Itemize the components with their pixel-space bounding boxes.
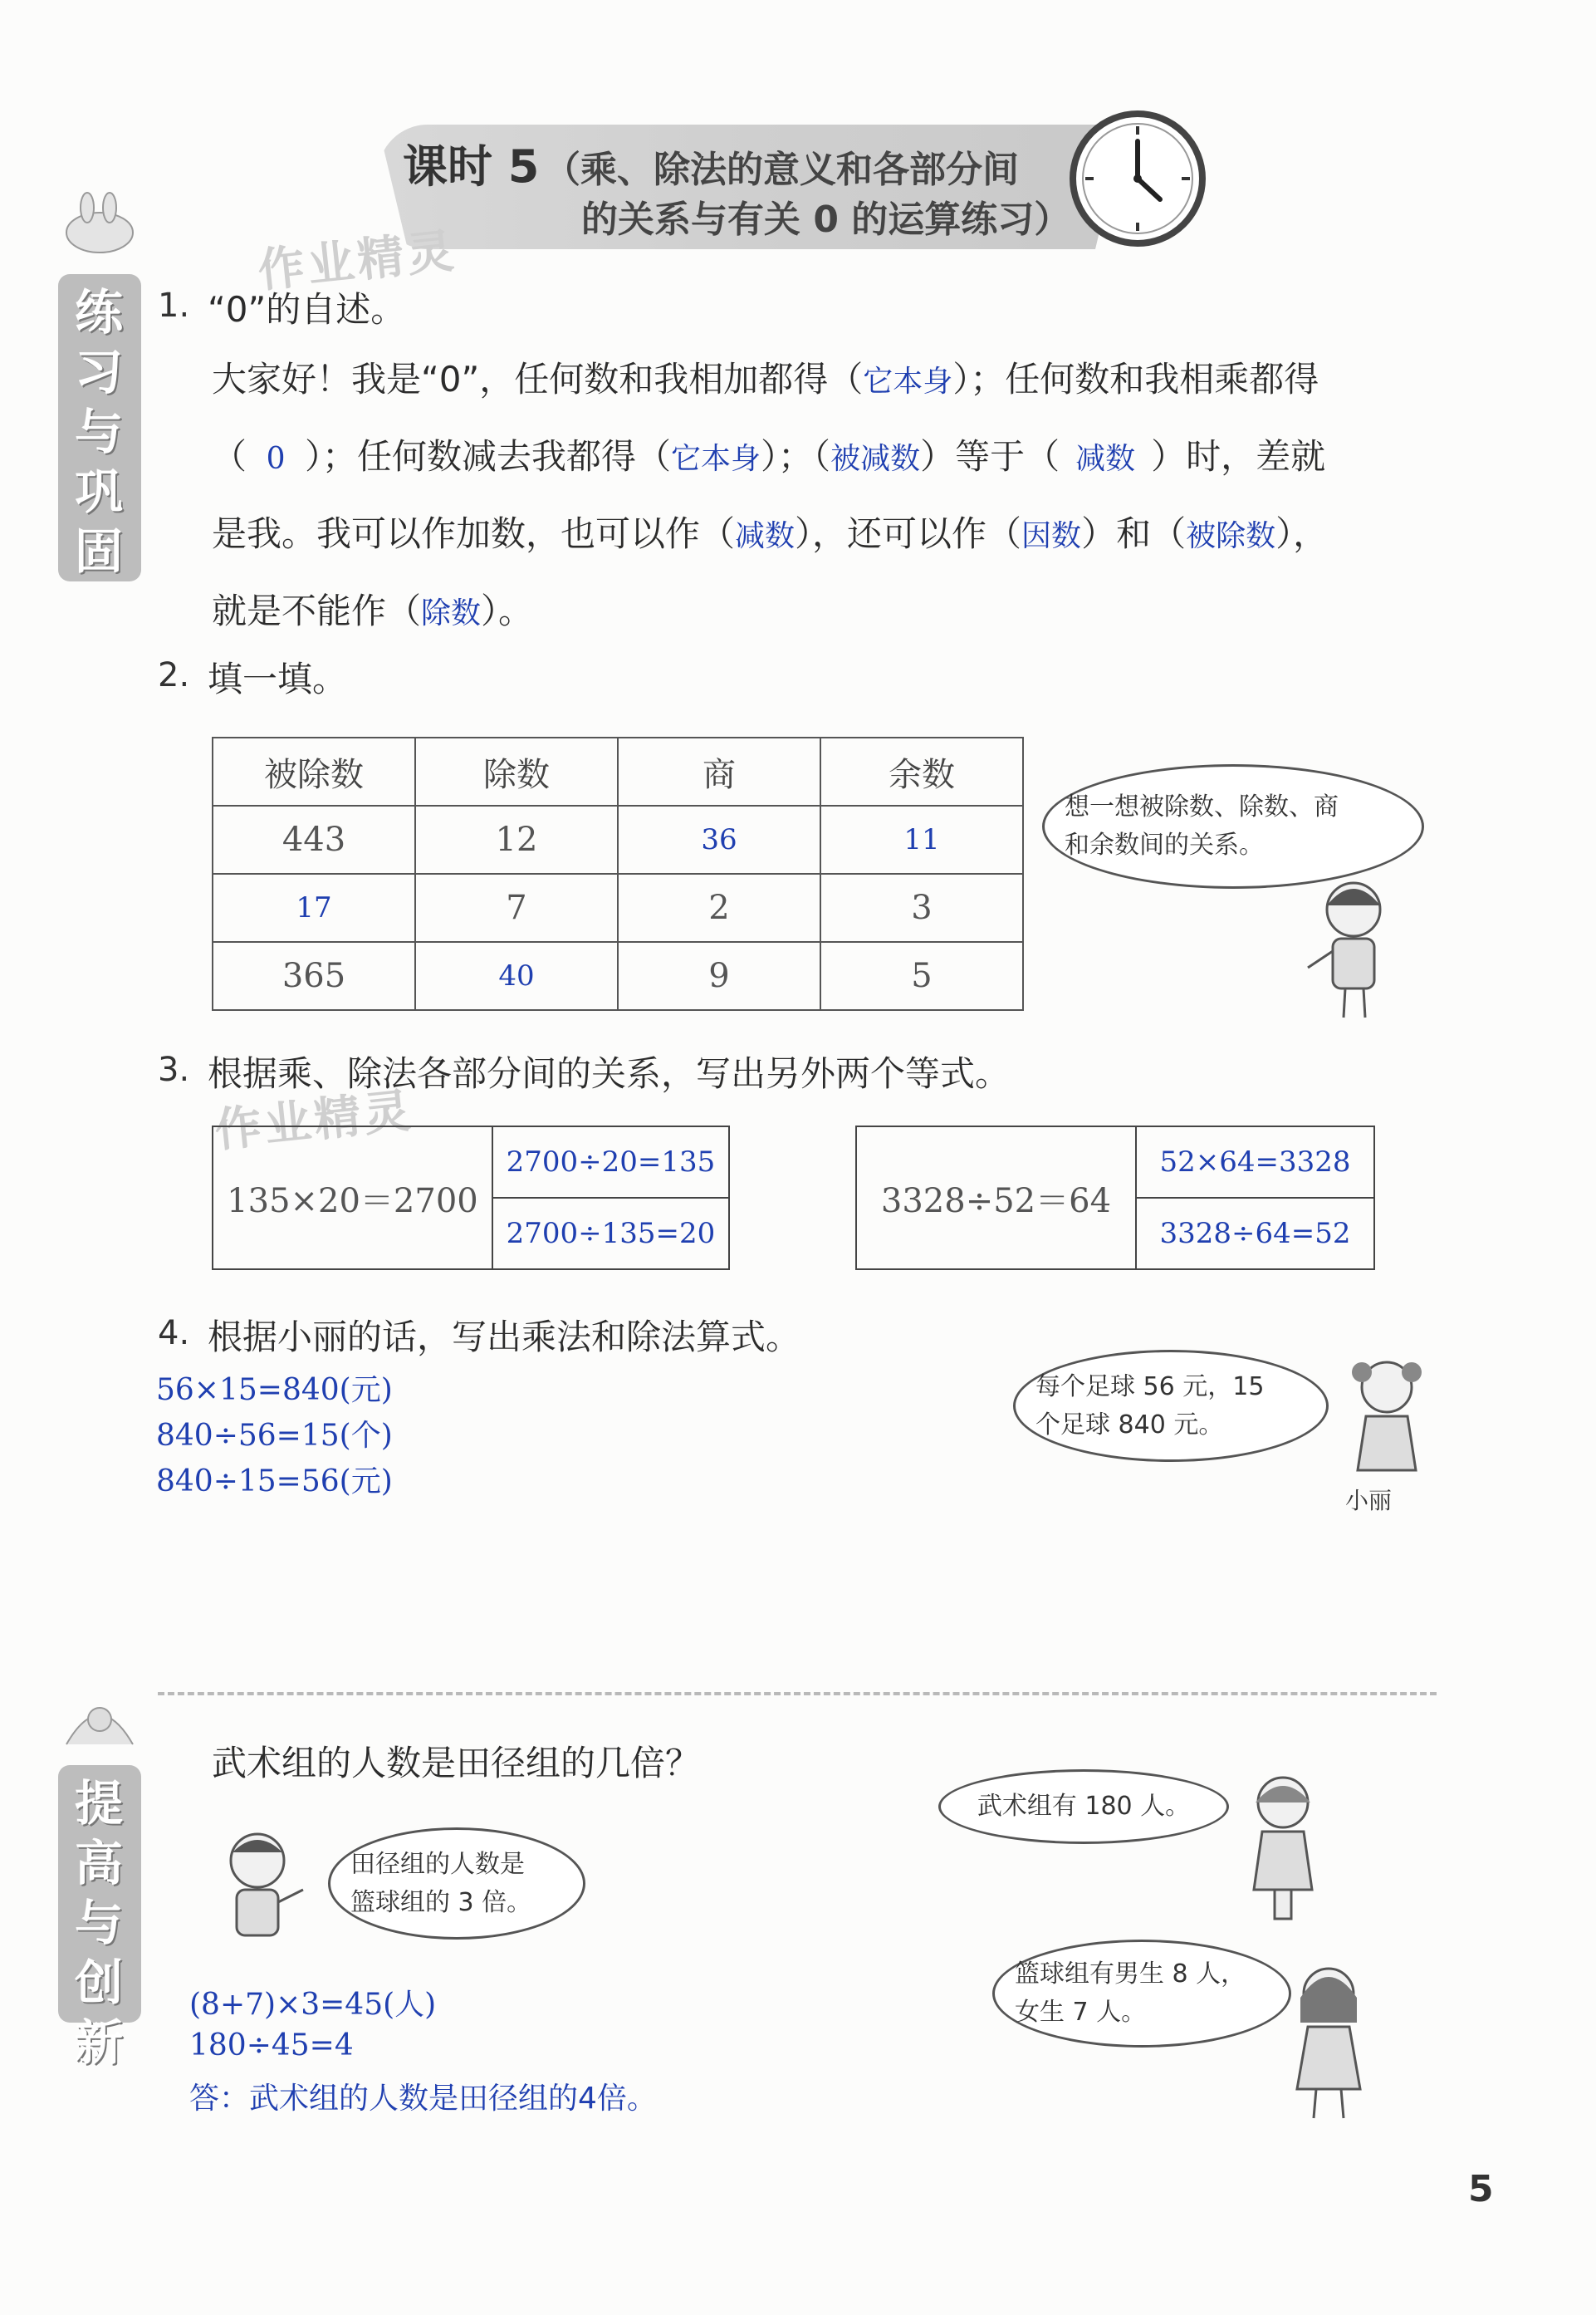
table-header: 除数 [415, 738, 618, 806]
answer-equation: 2700÷20=135 [493, 1127, 728, 1199]
hint-bubble: 想一想被除数、除数、商 和余数间的关系。 [1042, 764, 1424, 889]
girl-character-icon [1337, 1354, 1437, 1479]
table-header: 余数 [820, 738, 1023, 806]
table-cell: 9 [618, 942, 820, 1010]
table-header: 商 [618, 738, 820, 806]
q3-title: 根据乘、除法各部分间的关系，写出另外两个等式。 [208, 1053, 1011, 1094]
basketball-bubble: 篮球组有男生 8 人， 女生 7 人。 [992, 1940, 1291, 2048]
table-cell: 12 [415, 806, 618, 874]
table-cell-answer: 36 [618, 806, 820, 874]
q1-paragraph [212, 342, 1441, 651]
rabbit-deco-icon [50, 191, 149, 257]
lesson-subtitle-line1: （乘、除法的意义和各部分间 [544, 149, 1019, 191]
q1-number: 1. [158, 287, 190, 325]
page-number: 5 [1468, 2168, 1494, 2210]
boy-character-icon [199, 1823, 316, 1960]
answer: 它本身 [863, 365, 953, 399]
table-cell-answer: 17 [213, 874, 415, 942]
table-row [213, 806, 1023, 874]
q1-line4: 就是不能作（除数）。 [212, 591, 534, 631]
q1-line3: 是我。我可以作加数，也可以作（减数），还可以作（因数）和（被除数）， [212, 513, 1329, 554]
lesson-header [378, 108, 1192, 257]
table-row [213, 874, 1023, 942]
watermark: 作业精灵 [212, 1083, 417, 1159]
side-tab-improve: 提高与创新 [58, 1765, 141, 2023]
q4-answer-3: 840÷15=56(元) [156, 1464, 393, 1498]
answer-equation: 3328÷64=52 [1159, 1217, 1351, 1250]
plant-deco-icon [50, 1686, 149, 1753]
table-row [213, 942, 1023, 1010]
q1-title: “0”的自述。 [208, 289, 406, 330]
q4-number: 4. [158, 1314, 190, 1352]
table-header: 被除数 [213, 738, 415, 806]
table-cell: 7 [415, 874, 618, 942]
table-cell: 5 [820, 942, 1023, 1010]
q2-title: 填一填。 [208, 659, 348, 699]
answer: 除数 [421, 596, 482, 630]
q4-answer-1: 56×15=840(元) [156, 1373, 393, 1407]
trackfield-bubble: 田径组的人数是 篮球组的 3 倍。 [328, 1827, 585, 1940]
q1-line2: （ 0 ）；任何数减去我都得（它本身）；（被减数）等于（ 减数 ）时，差就 [212, 419, 1441, 497]
table-cell-answer: 11 [820, 806, 1023, 874]
lesson-subtitle-line2: 的关系与有关 0 的运算练习） [581, 199, 1071, 241]
answer: 0 [266, 442, 286, 476]
answer: 被减数 [830, 442, 921, 476]
table-cell: 3 [820, 874, 1023, 942]
answer: 因数 [1021, 519, 1082, 553]
division-table [212, 737, 1024, 1011]
answer: 减数 [1075, 442, 1136, 476]
q3-number: 3. [158, 1051, 190, 1089]
clock-icon [1067, 108, 1208, 249]
section-divider [158, 1692, 1437, 1695]
q5-answer-3: 答：武术组的人数是田径组的4倍。 [189, 2082, 657, 2116]
equation-box-1 [212, 1126, 730, 1270]
equation-box-2 [855, 1126, 1375, 1270]
lesson-title: 课时 5 [403, 140, 540, 193]
watermark: 作业精灵 [255, 223, 460, 299]
q5-answer-2: 180÷45=4 [189, 2028, 354, 2062]
answer: 它本身 [671, 442, 761, 476]
q5-title: 武术组的人数是田径组的几倍？ [212, 1743, 701, 1783]
q1-line1: 大家好！我是“0”，任何数和我相加都得（它本身）；任何数和我相乘都得 [212, 359, 1319, 400]
side-tab-practice: 练习与巩固 [58, 274, 141, 581]
table-cell: 443 [213, 806, 415, 874]
answer-equation: 2700÷135=20 [506, 1217, 716, 1250]
answer: 减数 [735, 519, 796, 553]
table-cell-answer: 40 [415, 942, 618, 1010]
table-header-row [213, 738, 1023, 806]
xiaoli-name: 小丽 [1345, 1487, 1393, 1514]
q4-answer-2: 840÷56=15(个) [156, 1419, 393, 1453]
q4-title: 根据小丽的话，写出乘法和除法算式。 [208, 1317, 801, 1357]
q2-number: 2. [158, 656, 190, 694]
wushu-bubble: 武术组有 180 人。 [938, 1769, 1229, 1844]
boy-character-icon [1295, 872, 1412, 1022]
xiaoli-bubble: 每个足球 56 元，15 个足球 840 元。 [1013, 1350, 1329, 1462]
girl-character-icon [1229, 1765, 1337, 1923]
girl-character-icon [1270, 1956, 1387, 2122]
q5-answer-1: (8+7)×3=45(人) [189, 1988, 437, 2022]
given-equation: 135×20＝2700 [213, 1127, 493, 1268]
answer-equation: 52×64=3328 [1137, 1127, 1373, 1199]
given-equation: 3328÷52＝64 [857, 1127, 1137, 1268]
table-cell: 2 [618, 874, 820, 942]
answer: 被除数 [1186, 519, 1276, 553]
table-cell: 365 [213, 942, 415, 1010]
